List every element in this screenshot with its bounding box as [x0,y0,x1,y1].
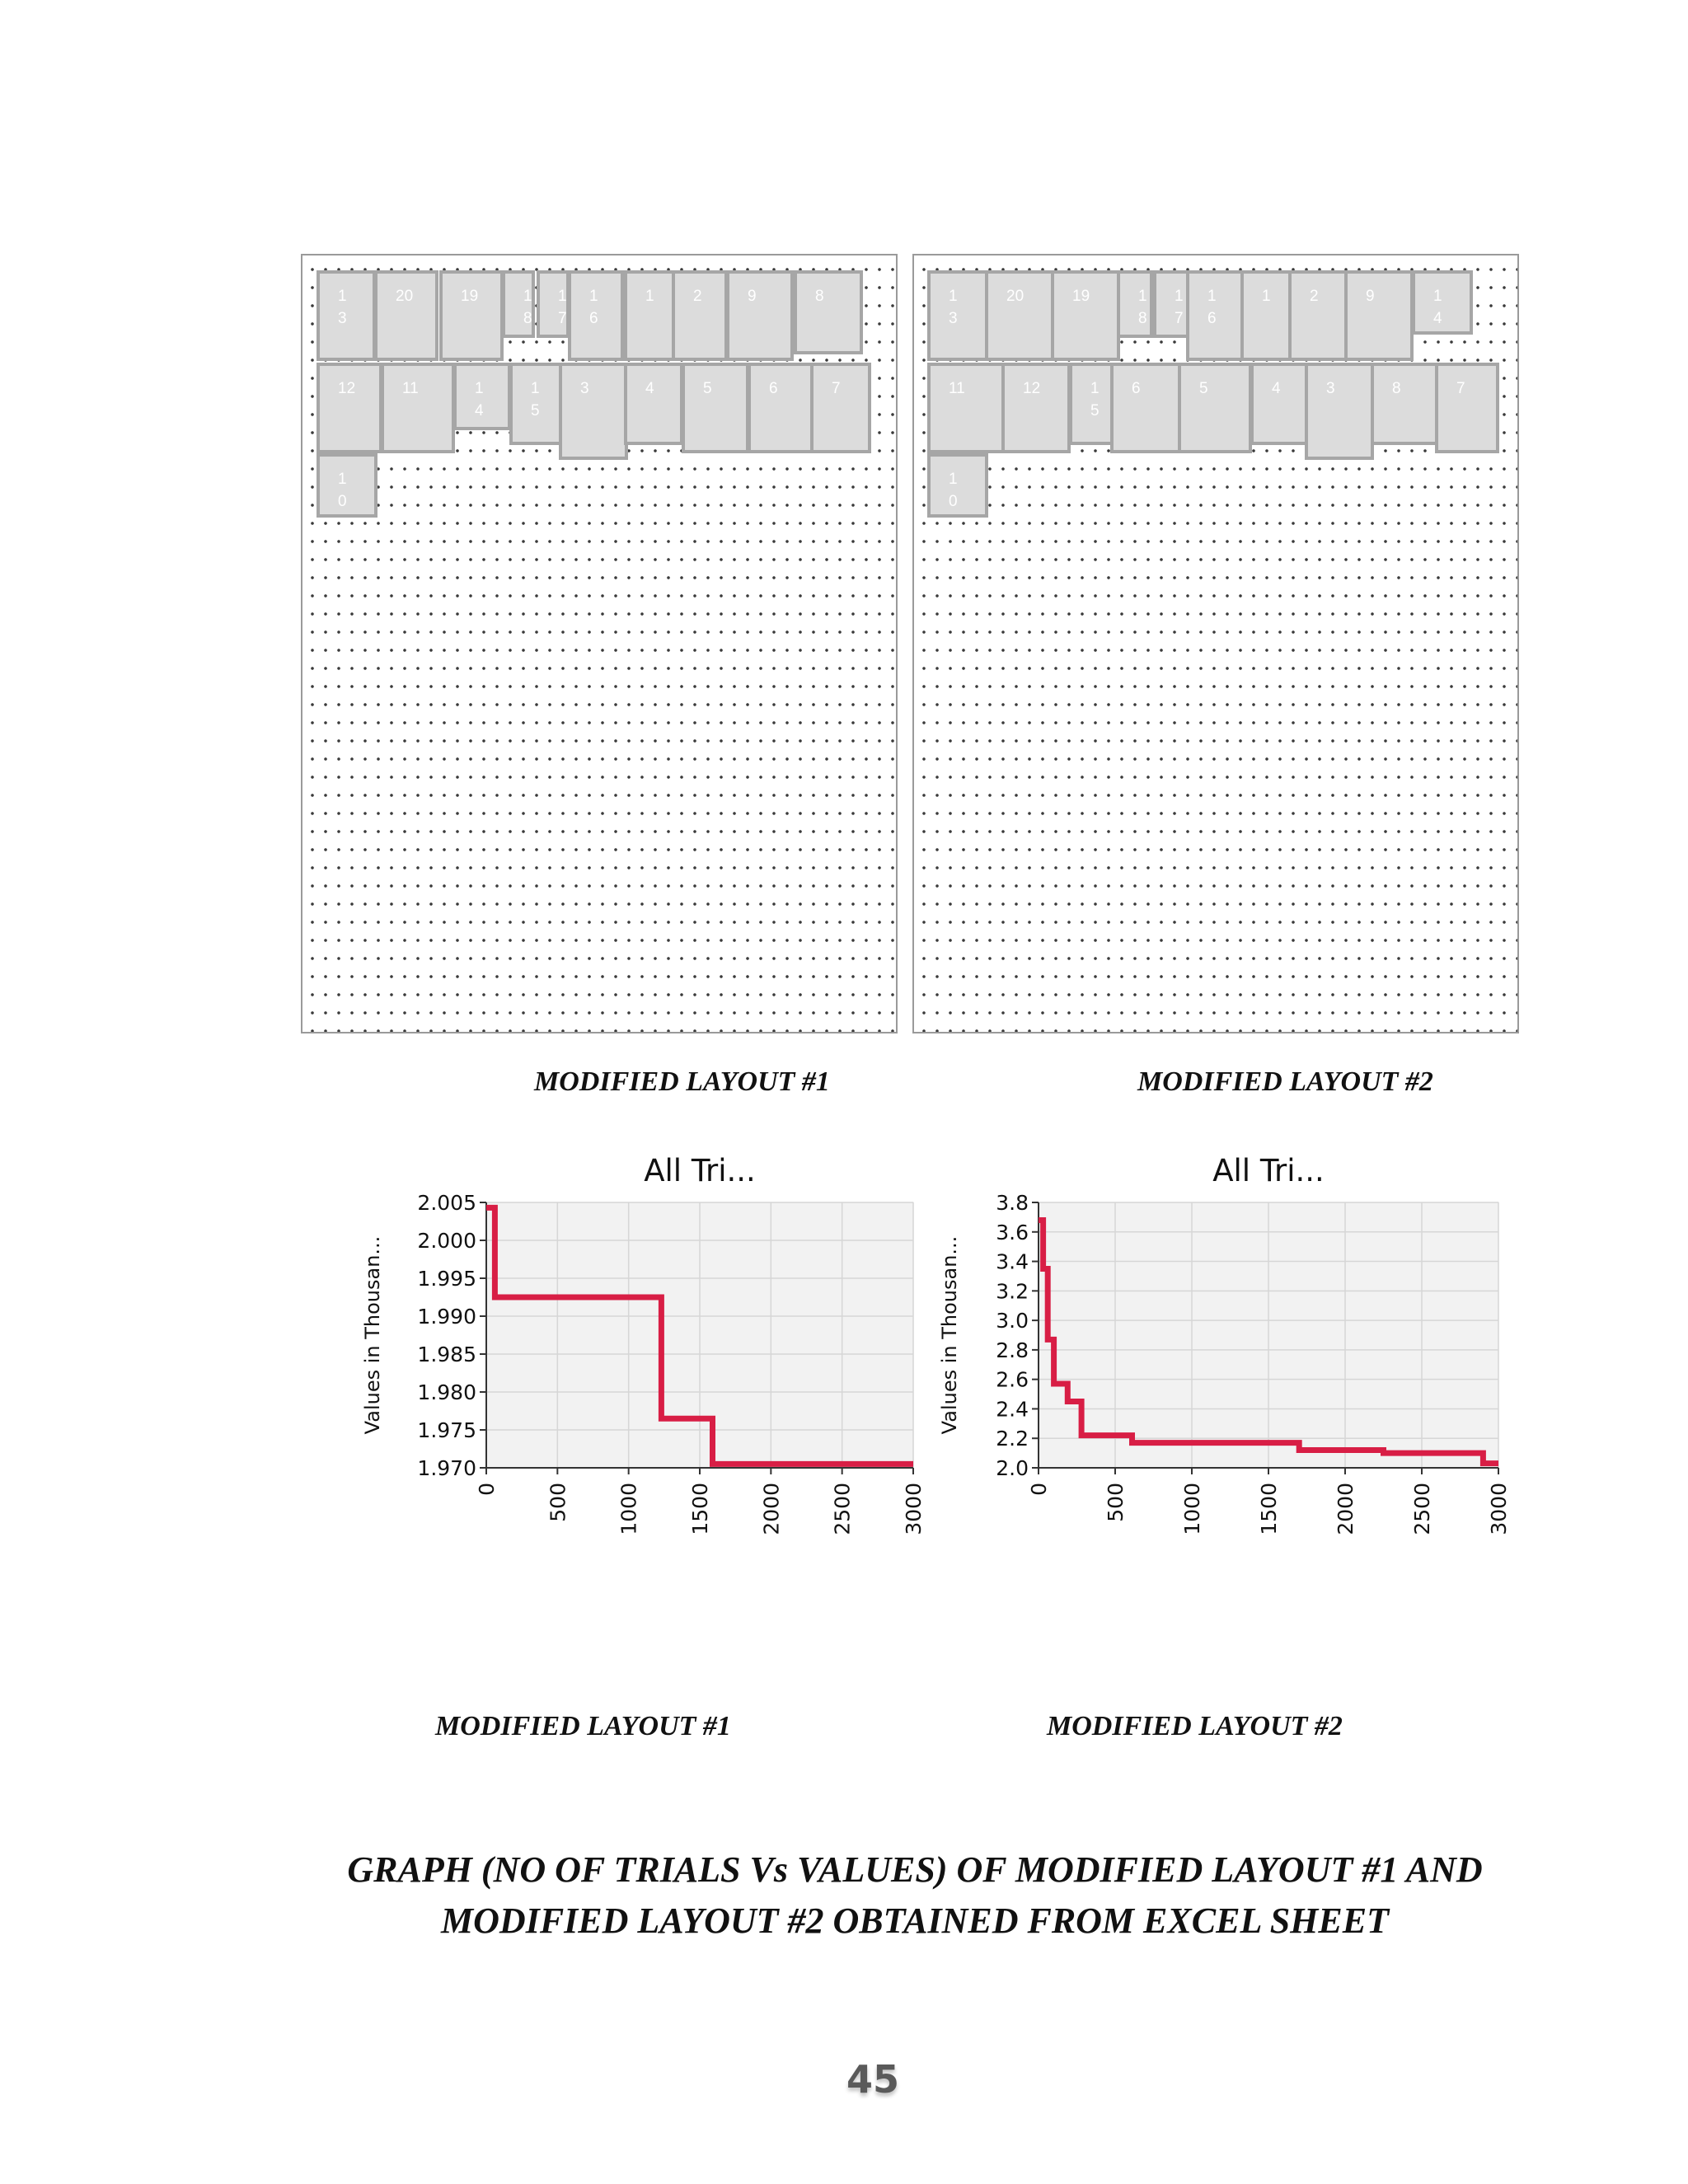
y-tick-label: 1.975 [417,1418,476,1442]
department-label: 3 [580,380,589,397]
department-label: 9 [1366,288,1375,305]
y-axis-label: Values in Thousan... [361,1235,384,1435]
department-label: 6 [1132,380,1141,397]
x-tick-label: 1500 [688,1483,712,1535]
page-number: 45 [846,2057,899,2102]
department-label: 1 7 [1175,288,1184,327]
department-block [381,363,455,453]
department-label: 7 [832,380,841,397]
department-label: 1 4 [1433,288,1442,327]
department-block [726,270,794,361]
department-block [927,363,1005,453]
y-tick-label: 2.4 [996,1397,1029,1422]
y-tick-label: 2.2 [996,1427,1029,1451]
department-block [568,270,624,361]
department-label: 8 [815,288,824,305]
department-block [1305,363,1374,460]
department-block [985,270,1054,361]
x-tick-label: 1500 [1257,1483,1281,1535]
figure-caption-line-2: MODIFIED LAYOUT #2 OBTAINED FROM EXCEL SHEET [441,1900,1389,1941]
department-block [1240,270,1292,361]
department-block [624,270,675,361]
y-tick-label: 2.005 [417,1191,476,1215]
chart-modified-layout-1 [354,1141,931,1669]
department-block [1344,270,1414,361]
y-tick-label: 3.4 [996,1249,1029,1274]
y-axis-label: Values in Thousan... [938,1235,961,1435]
department-label: 1 8 [523,288,532,327]
x-tick-label: 2500 [830,1483,855,1535]
x-tick-label: 3000 [902,1483,926,1535]
department-label: 1 6 [1207,288,1217,327]
department-label: 5 [1199,380,1208,397]
layout-panel-modified-1 [301,254,898,1033]
department-block [682,363,749,453]
department-block [1117,270,1153,338]
department-block [453,363,511,430]
department-block [509,363,562,445]
department-block [559,363,628,460]
department-label: 20 [1006,288,1025,305]
department-block [1110,363,1181,453]
x-tick-label: 500 [546,1483,570,1522]
department-label: 1 4 [475,380,484,419]
department-block [537,270,570,338]
figure-caption [0,1844,1688,1947]
department-label: 2 [693,288,702,305]
department-label: 1 8 [1138,288,1147,327]
layout1-caption: MODIFIED LAYOUT #1 [534,1066,830,1097]
chart-title: All Tri... [1212,1153,1325,1188]
department-label: 4 [1272,380,1281,397]
department-label: 20 [396,288,414,305]
department-block [316,363,382,453]
y-tick-label: 1.995 [417,1267,476,1291]
department-label: 19 [1072,288,1090,305]
x-tick-label: 3000 [1487,1483,1511,1535]
x-tick-label: 2000 [759,1483,784,1535]
department-block [927,453,988,518]
x-tick-label: 2500 [1410,1483,1434,1535]
department-block [1288,270,1348,361]
department-block [1153,270,1189,338]
department-block [1435,363,1499,453]
department-block [1250,363,1308,445]
x-tick-label: 1000 [617,1483,641,1535]
department-label: 19 [461,288,479,305]
department-label: 11 [402,380,419,397]
department-block [374,270,438,361]
department-block [1371,363,1438,445]
y-tick-label: 2.6 [996,1367,1029,1392]
department-label: 1 0 [949,471,958,510]
chart-title: All Tri... [644,1153,756,1188]
department-label: 1 [1262,288,1271,305]
x-tick-label: 500 [1104,1483,1128,1522]
department-label: 9 [748,288,757,305]
y-tick-label: 1.970 [417,1456,476,1480]
y-tick-label: 1.985 [417,1343,476,1366]
x-tick-label: 0 [475,1483,499,1496]
department-block [1069,363,1114,445]
department-label: 12 [1023,380,1041,397]
department-label: 5 [703,380,712,397]
department-block [927,270,988,361]
y-tick-label: 3.2 [996,1279,1029,1304]
x-tick-label: 1000 [1180,1483,1204,1535]
department-block [748,363,815,453]
department-block [502,270,535,338]
layout-panel-modified-2 [912,254,1519,1033]
y-tick-label: 3.8 [996,1191,1029,1215]
department-block [672,270,728,361]
department-label: 1 7 [558,288,567,327]
department-label: 2 [1310,288,1319,305]
department-label: 7 [1456,380,1465,397]
department-label: 1 3 [338,288,347,327]
department-label: 11 [949,380,965,397]
y-tick-label: 2.000 [417,1229,476,1253]
department-block [1186,270,1244,361]
department-block [1412,270,1473,335]
department-block [1051,270,1120,361]
y-tick-label: 1.990 [417,1305,476,1329]
department-block [624,363,683,445]
y-tick-label: 2.0 [996,1456,1029,1480]
department-label: 1 5 [531,380,540,419]
department-label: 1 6 [589,288,598,327]
department-label: 12 [338,380,356,397]
department-label: 3 [1326,380,1335,397]
department-block [1178,363,1252,453]
department-label: 8 [1392,380,1401,397]
y-tick-label: 3.6 [996,1220,1029,1244]
department-label: 6 [769,380,778,397]
department-label: 1 [645,288,654,305]
y-tick-label: 1.980 [417,1380,476,1404]
x-tick-label: 2000 [1334,1483,1357,1535]
department-label: 1 3 [949,288,958,327]
department-block [1001,363,1071,453]
layout2-caption: MODIFIED LAYOUT #2 [1137,1066,1433,1097]
department-block [810,363,871,453]
chart-modified-layout-2 [931,1141,1525,1669]
department-label: 1 5 [1090,380,1100,419]
department-block [316,453,377,518]
department-block [794,270,863,354]
chart2-caption: MODIFIED LAYOUT #2 [1047,1711,1343,1741]
y-tick-label: 2.8 [996,1338,1029,1362]
x-tick-label: 0 [1027,1483,1051,1496]
figure-caption-line-1: GRAPH (NO OF TRIALS Vs VALUES) OF MODIFIED LAYOUT #1 AND [347,1849,1483,1890]
department-label: 1 0 [338,471,347,510]
department-label: 4 [645,380,654,397]
y-tick-label: 3.0 [996,1309,1029,1333]
chart1-caption: MODIFIED LAYOUT #1 [435,1711,731,1741]
department-block [316,270,376,361]
department-block [439,270,504,361]
